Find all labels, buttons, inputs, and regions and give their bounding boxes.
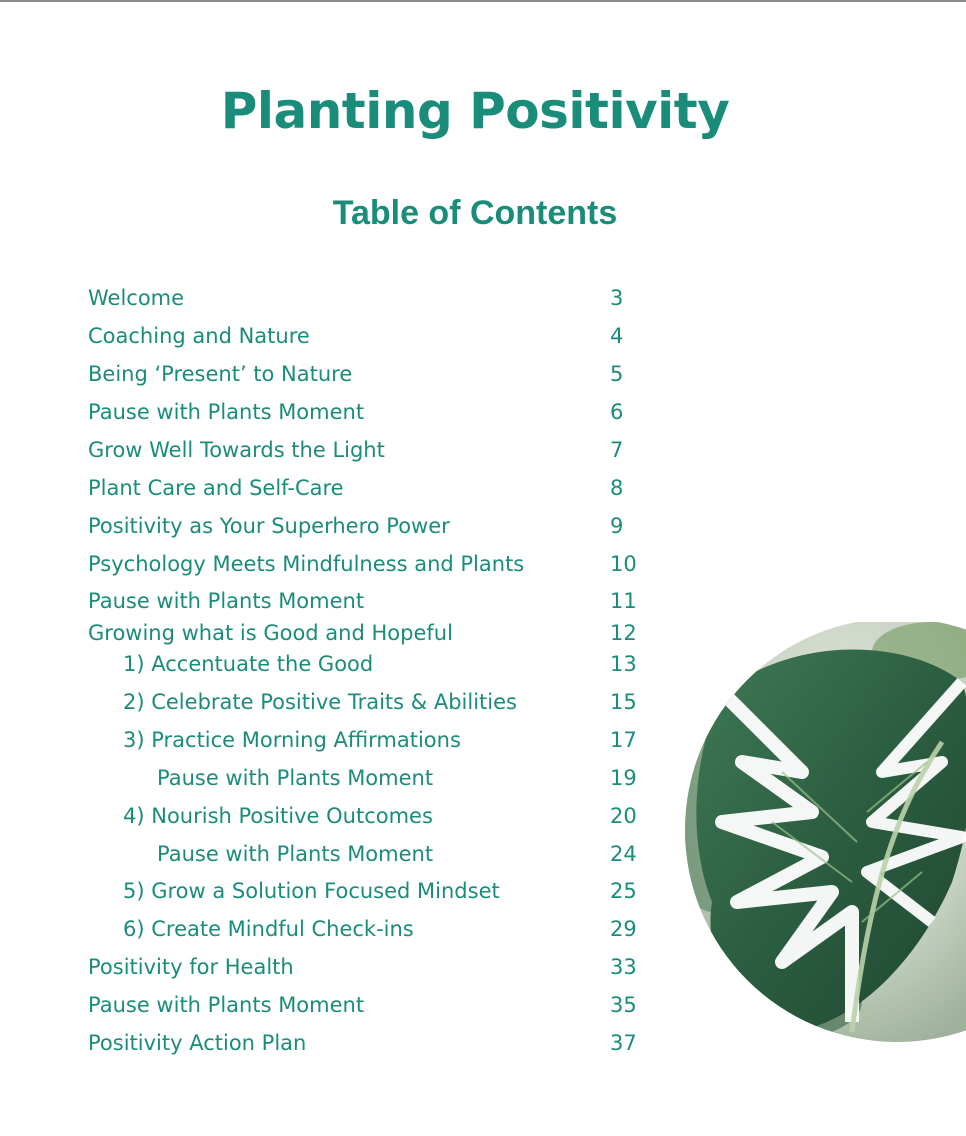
toc-entry-label: 2) Celebrate Positive Traits & Abilities — [123, 690, 517, 714]
toc-entry[interactable] — [88, 435, 648, 465]
toc-entry-page: 17 — [610, 728, 637, 752]
toc-entry-label: Grow Well Towards the Light — [88, 438, 385, 462]
toc-entry[interactable] — [88, 511, 648, 541]
toc-entry[interactable] — [88, 549, 648, 579]
toc-entry[interactable] — [88, 649, 648, 679]
toc-entry[interactable] — [88, 914, 648, 944]
toc-entry-page: 20 — [610, 804, 637, 828]
toc-entry-label: Pause with Plants Moment — [88, 589, 365, 613]
toc-entry[interactable] — [88, 839, 648, 869]
toc-entry[interactable] — [88, 1028, 648, 1058]
toc-entry-page: 15 — [610, 690, 637, 714]
monstera-leaf-icon — [682, 622, 966, 1042]
toc-entry-label: Plant Care and Self-Care — [88, 476, 344, 500]
toc-entry[interactable] — [88, 586, 648, 616]
top-rule — [0, 0, 966, 2]
toc-entry-label: 1) Accentuate the Good — [123, 652, 374, 676]
toc-entry[interactable] — [88, 397, 648, 427]
toc-entry-label: Pause with Plants Moment — [88, 993, 365, 1017]
toc-entry-page: 13 — [610, 652, 637, 676]
toc-entry-label: 4) Nourish Positive Outcomes — [123, 804, 433, 828]
toc-entry-label: Positivity Action Plan — [88, 1031, 307, 1055]
toc-entry-label: Growing what is Good and Hopeful — [88, 621, 453, 645]
toc-entry-page: 11 — [610, 589, 637, 613]
toc-entry-page: 7 — [610, 438, 624, 462]
toc-entry-page: 35 — [610, 993, 637, 1017]
toc-entry-page: 24 — [610, 842, 637, 866]
toc-entry-page: 12 — [610, 621, 637, 645]
toc-heading: Table of Contents — [332, 194, 618, 232]
toc-entry-page: 10 — [610, 552, 637, 576]
toc-entry-label: Positivity as Your Superhero Power — [88, 514, 450, 538]
toc-entry-page: 33 — [610, 955, 637, 979]
toc-entry[interactable] — [88, 801, 648, 831]
toc-entry-label: Pause with Plants Moment — [88, 400, 365, 424]
toc-entry[interactable] — [88, 725, 648, 755]
toc-entry[interactable] — [88, 283, 648, 313]
toc-entry[interactable] — [88, 321, 648, 351]
toc-entry-label: 6) Create Mindful Check-ins — [123, 917, 414, 941]
toc-entry-label: Positivity for Health — [88, 955, 294, 979]
toc-entry[interactable] — [88, 763, 648, 793]
toc-entry-page: 3 — [610, 286, 624, 310]
toc-entry[interactable] — [88, 990, 648, 1020]
toc-entry-label: Pause with Plants Moment — [157, 842, 434, 866]
toc-entry-label: 5) Grow a Solution Focused Mindset — [123, 879, 500, 903]
document-title: Planting Positivity — [220, 82, 730, 140]
toc-entry-label: Psychology Meets Mindfulness and Plants — [88, 552, 525, 576]
toc-entry-page: 5 — [610, 362, 624, 386]
toc-entry-label: Being ‘Present’ to Nature — [88, 362, 353, 386]
toc-entry-page: 8 — [610, 476, 624, 500]
toc-entry-page: 4 — [610, 324, 624, 348]
toc-entry[interactable] — [88, 618, 648, 648]
toc-entry-label: 3) Practice Morning Affirmations — [123, 728, 461, 752]
toc-entry-label: Coaching and Nature — [88, 324, 310, 348]
toc-entry-page: 29 — [610, 917, 637, 941]
toc-entry-page: 6 — [610, 400, 624, 424]
toc-entry[interactable] — [88, 876, 648, 906]
toc-entry-page: 19 — [610, 766, 637, 790]
toc-entry-page: 9 — [610, 514, 624, 538]
toc-entry[interactable] — [88, 473, 648, 503]
toc-entry-page: 25 — [610, 879, 637, 903]
toc-entry[interactable] — [88, 359, 648, 389]
toc-entry-label: Pause with Plants Moment — [157, 766, 434, 790]
toc-entry-label: Welcome — [88, 286, 185, 310]
toc-entry[interactable] — [88, 952, 648, 982]
toc-entry-page: 37 — [610, 1031, 637, 1055]
toc-entry[interactable] — [88, 687, 648, 717]
